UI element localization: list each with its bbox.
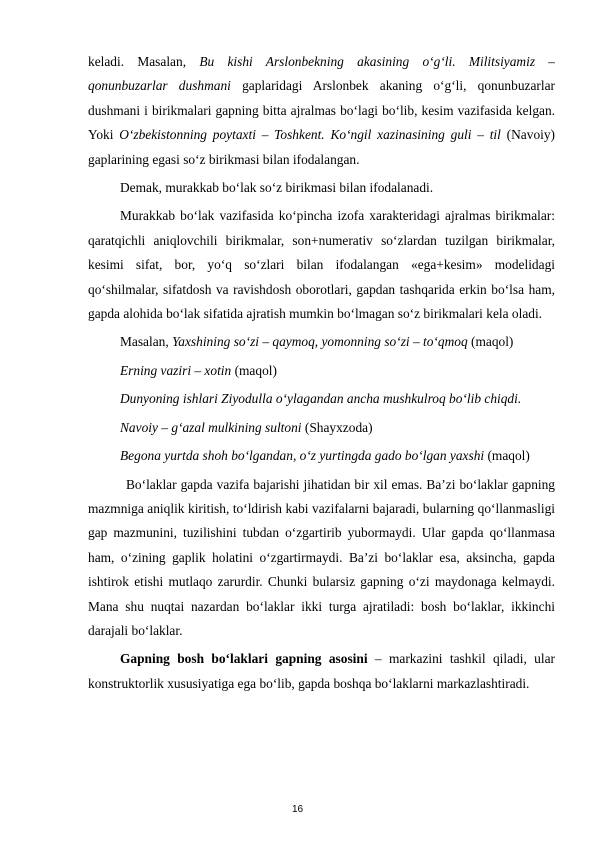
- example-3: Dunyoning ishlari Ziyodulla o‘ylagandan ancha mushkulroq bo‘lib chiqdi.: [120, 391, 522, 407]
- paragraph-3: Murakkab bo‘lak vazifasida ko‘pincha izofa xarakteridagi ajralmas birikmalar: qaratqichli aniqlovchili birikmalar, son+numerativ so‘zlardan tuzilgan birikmalar, kesimi sifat, bor, yo‘q so‘zlari bilan ifodalangan «ega+kesim» modelidagi qo‘shilmalar, sifatdosh va ravishdosh oborotlari, gapdan tashqarida erkin bo‘lsa ham, gapda alohida bo‘lak sifatida ajratish mumkin bo‘lmagan so‘z birikmalari kela oladi.: [88, 208, 555, 322]
- example-5: Begona yurtda shoh bo‘lgandan, o‘z yurtingda gado bo‘lgan yaxshi (maqol): [120, 448, 530, 464]
- page-number: 16: [291, 804, 304, 815]
- example-4: Navoiy – g‘azal mulkining sultoni (Shayxzoda): [120, 419, 373, 435]
- paragraph-4: Bo‘laklar gapda vazifa bajarishi jihatidan bir xil emas. Ba’zi bo‘laklar gapning mazmniga aniqlik kiritish, to‘ldirish kabi vazifalarni bajaradi, bularning qo‘llanmasligi gap mazmunini, tuzilishini tubdan o‘zgartirib yubormaydi. Ular gapda qo‘llanmasa ham, o‘zining gaplik holatini o‘zgartirmaydi. Ba’zi bo‘laklar esa, aksincha, gapda ishtirok etishi mutlaqo zarurdir. Chunki bularsiz gapning o‘zi maydonaga kelmaydi. Mana shu nuqtai nazardan bo‘laklar ikki turga ajratiladi: bosh bo‘laklar, ikkinchi darajali bo‘laklar.: [88, 476, 555, 638]
- bold-term: Gapning bosh bo‘laklari gapning asosini: [120, 651, 368, 667]
- example-1: Masalan, Yaxshining so‘zi – qaymoq, yomonning so‘zi – to‘qmoq (maqol): [120, 334, 514, 350]
- example-italic: O‘zbekistonning poytaxti – Toshkent. Ko‘ngil xazinasining guli – til: [119, 127, 501, 143]
- paragraph-2: Demak, murakkab bo‘lak so‘z birikmasi bilan ifodalanadi.: [120, 180, 434, 196]
- example-2: Erning vaziri – xotin (maqol): [120, 362, 277, 378]
- document-body: [88, 50, 555, 696]
- paragraph-5: Gapning bosh bo‘laklari gapning asosini – markazini tashkil qiladi, ular konstruktorlik xususiyatiga ega bo‘lib, gapda boshqa bo‘laklarni markazlashtiradi.: [88, 651, 555, 691]
- example-italic: Bu kishi Arslonbekning akasining o‘g‘li. Militsiyamiz – qonunbuzarlar dushmani: [88, 54, 555, 94]
- paragraph-1: keladi. Masalan, Bu kishi Arslonbekning akasining o‘g‘li. Militsiyamiz – qonunbuzarlar dushmani gaplaridagi Arslonbek akaning o‘g‘li, qonunbuzarlar dushmani i birikmalari gapning bitta ajralmas bo‘lagi bo‘lib, kesim vazifasida kelgan. Yoki O‘zbekistonning poytaxti – Toshkent. Ko‘ngil xazinasining guli – til (Navoiy) gaplarining egasi so‘z birikmasi bilan ifodalangan.: [88, 54, 556, 167]
